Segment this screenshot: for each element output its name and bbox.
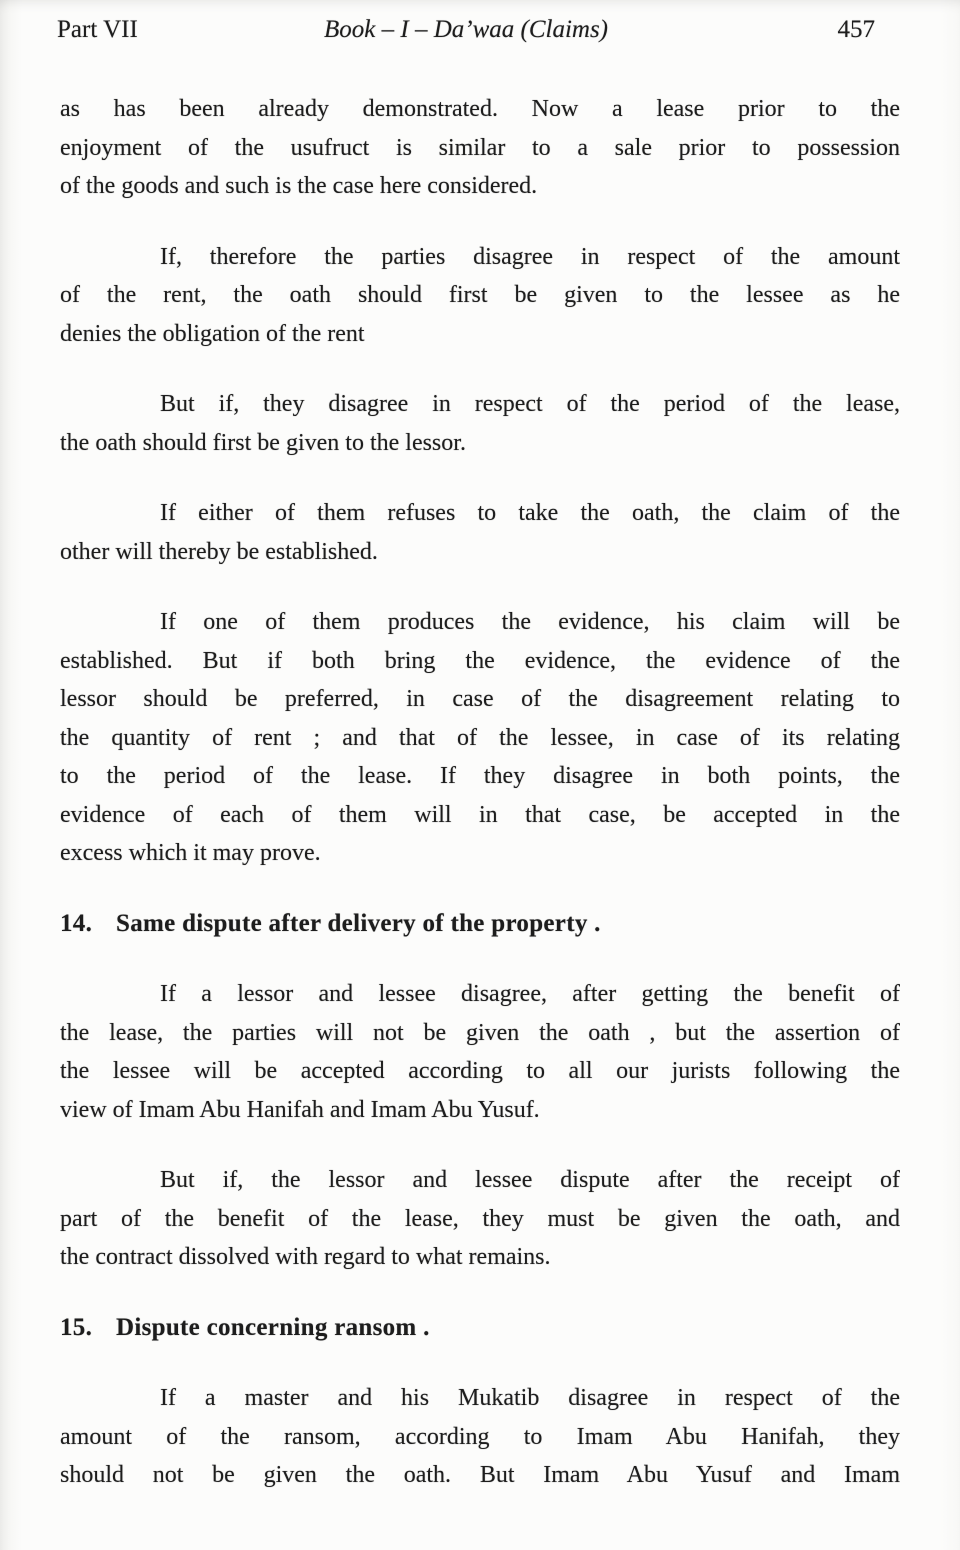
text-line: But if, they disagree in respect of the period of the lease, — [160, 391, 900, 417]
text-line: excess which it may prove. — [60, 840, 321, 866]
section-title: Same dispute after delivery of the property . — [116, 909, 601, 937]
section-title: Dispute concerning ransom . — [116, 1313, 430, 1341]
section-number: 15. — [60, 1313, 93, 1341]
page-number: 457 — [837, 16, 875, 43]
text-line: denies the obligation of the rent — [60, 320, 365, 347]
text-line: part of the benefit of the lease, they must be given the oath, and — [60, 1205, 900, 1232]
text-line: should not be given the oath. But Imam Abu Yusuf and Imam — [60, 1462, 900, 1488]
text-line: If, therefore the parties disagree in respect of the amount — [160, 243, 900, 270]
text-line: of the goods and such is the case here considered. — [60, 173, 538, 199]
text-line: the quantity of rent ; and that of the lessee, in case of its relating — [60, 724, 900, 751]
text-line: If one of them produces the evidence, his claim will be — [160, 609, 900, 635]
paragraph — [60, 238, 900, 354]
text-line: the lease, the parties will not be given the oath , but the assertion of — [60, 1019, 900, 1046]
paragraph — [60, 90, 900, 206]
paragraph — [60, 1161, 900, 1277]
text-line: as has been already demonstrated. Now a lease prior to the — [60, 96, 900, 122]
text-line: of the rent, the oath should first be given to the lessee as he — [60, 282, 900, 308]
text-line: If a master and his Mukatib disagree in respect of the — [160, 1385, 900, 1411]
text-line: established. But if both bring the evidence, the evidence of the — [60, 647, 900, 674]
section-heading — [60, 1309, 900, 1348]
paragraph — [60, 603, 900, 873]
section-number: 14. — [60, 909, 93, 937]
text-line: enjoyment of the usufruct is similar to a sale prior to possession — [60, 134, 900, 161]
text-line: view of Imam Abu Hanifah and Imam Abu Yusuf. — [60, 1096, 540, 1123]
text-line: amount of the ransom, according to Imam Abu Hanifah, they — [60, 1423, 900, 1450]
text-line: the oath should first be given to the lessor. — [60, 429, 466, 456]
paragraph — [60, 385, 900, 462]
page-body — [0, 46, 960, 1495]
page-header — [0, 10, 960, 46]
text-line: other will thereby be established. — [60, 538, 378, 565]
text-line: evidence of each of them will in that case, be accepted in the — [60, 801, 900, 828]
paragraph — [60, 975, 900, 1129]
text-line: If a lessor and lessee disagree, after getting the benefit of — [160, 981, 900, 1007]
text-line: the lessee will be accepted according to all our jurists following the — [60, 1058, 900, 1084]
text-line: If either of them refuses to take the oath, the claim of the — [160, 500, 900, 526]
text-line: the contract dissolved with regard to what remains. — [60, 1244, 551, 1270]
text-line: to the period of the lease. If they disagree in both points, the — [60, 763, 900, 789]
section-heading — [60, 905, 900, 944]
paragraph — [60, 1379, 900, 1495]
text-line: But if, the lessor and lessee dispute after the receipt of — [160, 1167, 900, 1193]
part-label: Part VII — [57, 16, 138, 43]
text-line: lessor should be preferred, in case of the disagreement relating to — [60, 686, 900, 712]
book-title: Book – I – Da’waa (Claims) — [324, 16, 608, 43]
paragraph — [60, 494, 900, 571]
